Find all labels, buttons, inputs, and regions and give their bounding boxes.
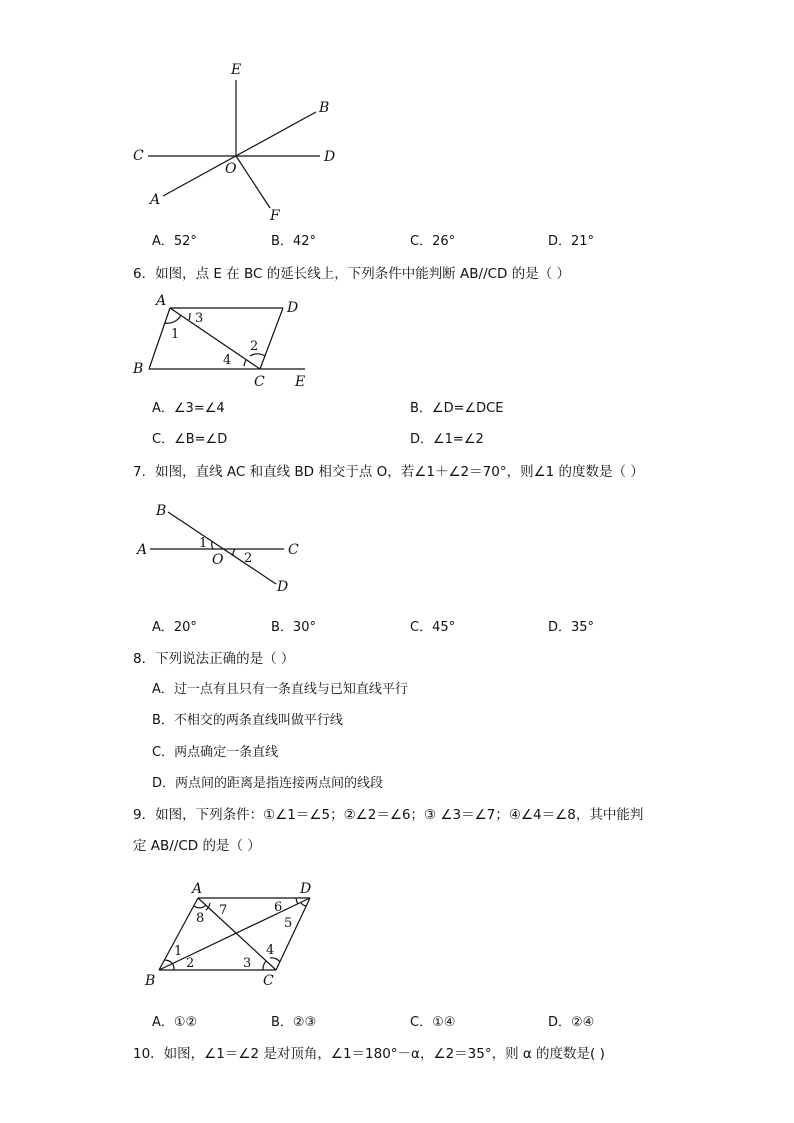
q9-figure [140,875,330,990]
q7-figure [130,495,310,600]
q7-option-d: D．35° [548,620,595,635]
q5-label-D: D [324,149,336,165]
q9-label-B: B [145,973,156,989]
q9-stem-line1: 9．如图，下列条件：①∠1＝∠5；②∠2＝∠6；③ ∠3＝∠7；④∠4＝∠8，其中能判 [133,807,644,823]
q6-angle-3: 3 [195,311,204,326]
q9-angle-8: 8 [196,911,205,926]
q9-angle-3: 3 [243,956,252,971]
q5-option-d: D．21° [548,234,595,249]
q7-option-a: A．20° [152,620,197,635]
q9-option-c: C．①④ [410,1015,456,1030]
q7-label-B: B [156,503,167,519]
q7-label-O: O [212,552,224,568]
q9-angle-5: 5 [284,916,293,931]
q6-figure [130,290,320,390]
q9-angle-2: 2 [186,956,195,971]
q8-option-a: A．过一点有且只有一条直线与已知直线平行 [152,682,408,697]
q6-label-E: E [295,374,306,390]
q5-label-F: F [270,208,280,224]
q5-label-A: A [150,192,161,208]
q10-stem: 10．如图，∠1＝∠2 是对顶角，∠1＝180°－α，∠2＝35°，则 α 的度数是( ) [133,1046,605,1062]
q9-angle-7: 7 [219,903,228,918]
q5-label-O: O [225,161,237,177]
q9-label-C: C [263,973,274,989]
q9-stem-line2: 定 AB//CD 的是（ ） [133,838,261,854]
q9-option-b: B．②③ [271,1015,317,1030]
q9-label-A: A [192,881,203,897]
q5-option-b: B．42° [271,234,316,249]
q7-label-A: A [137,542,148,558]
q9-option-a: A．①② [152,1015,198,1030]
q7-option-b: B．30° [271,620,316,635]
q5-label-C: C [133,148,144,164]
q5-option-a: A．52° [152,234,197,249]
q6-label-A: A [156,293,167,309]
q7-option-c: C．45° [410,620,456,635]
q9-angle-6: 6 [274,900,283,915]
q9-angle-4: 4 [266,943,275,958]
q6-angle-4: 4 [223,353,232,368]
q5-option-c: C．26° [410,234,456,249]
q9-angle-1: 1 [174,944,183,959]
q5-figure [130,58,350,228]
q6-angle-2: 2 [250,339,259,354]
q6-option-b: B．∠D=∠DCE [410,401,504,416]
q7-angle-2: 2 [244,551,253,566]
q6-option-a: A．∠3=∠4 [152,401,225,416]
q6-label-C: C [254,374,265,390]
q6-stem: 6．如图，点 E 在 BC 的延长线上，下列条件中能判断 AB//CD 的是（ ） [133,266,571,282]
q6-angle-1: 1 [171,327,180,342]
q7-label-C: C [288,542,299,558]
q5-label-E: E [231,62,242,78]
q8-option-c: C．两点确定一条直线 [152,745,279,760]
q9-option-d: D．②④ [548,1015,595,1030]
q7-label-D: D [277,579,289,595]
q7-stem: 7．如图，直线 AC 和直线 BD 相交于点 O，若∠1＋∠2＝70°，则∠1 的度数是（ ） [133,464,644,480]
q8-stem: 8．下列说法正确的是（ ） [133,651,295,667]
q6-label-D: D [287,300,299,316]
q8-option-b: B．不相交的两条直线叫做平行线 [152,713,343,728]
q7-angle-1: 1 [199,536,208,551]
q8-option-d: D．两点间的距离是指连接两点间的线段 [152,776,384,791]
q6-option-c: C．∠B=∠D [152,432,228,447]
q6-option-d: D．∠1=∠2 [410,432,484,447]
q5-label-B: B [319,100,330,116]
q6-label-B: B [133,361,144,377]
q9-label-D: D [300,881,312,897]
